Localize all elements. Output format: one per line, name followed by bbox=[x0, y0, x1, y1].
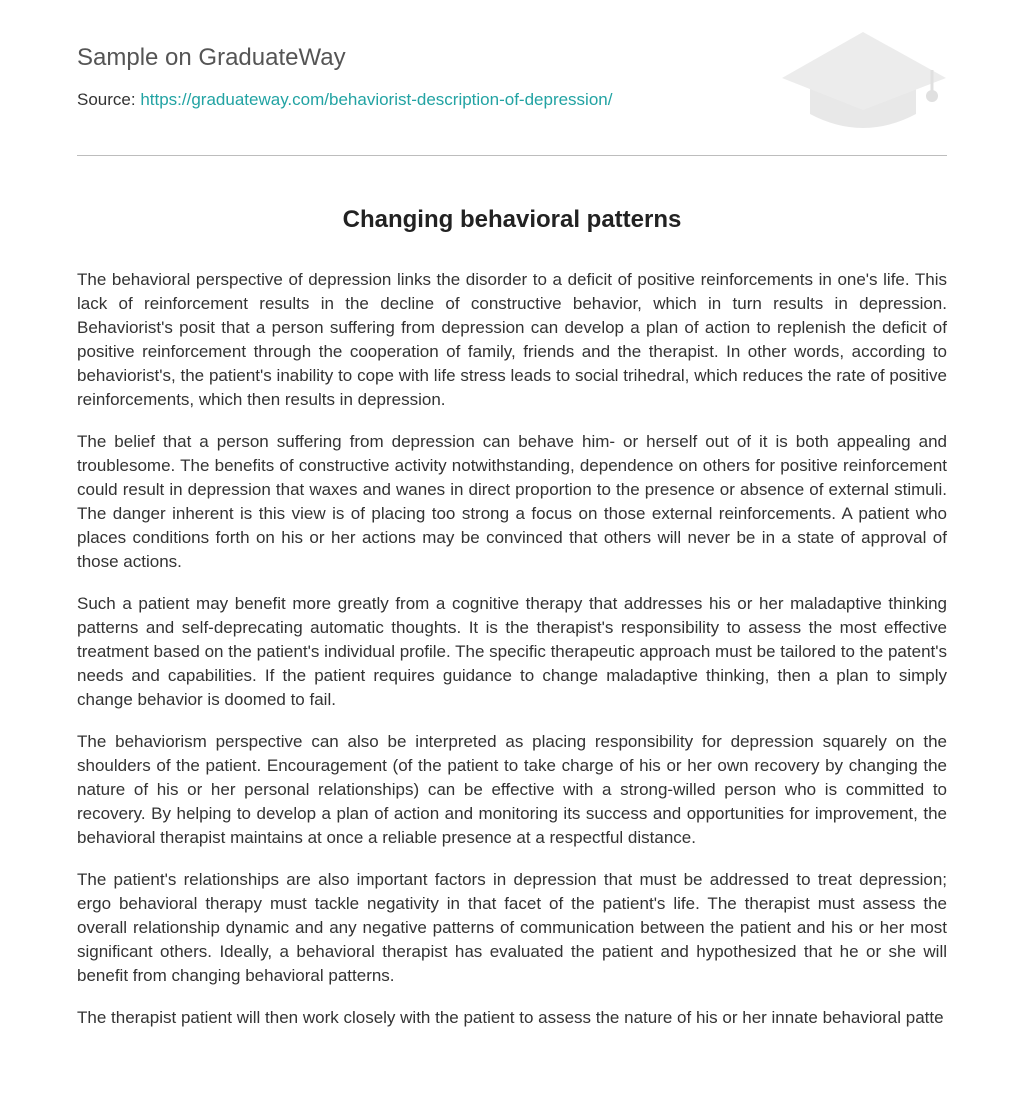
article-paragraph: Such a patient may benefit more greatly from a cognitive therapy that addresses his or her maladaptive thinking patterns and self-deprecating automatic thoughts. It is the therapist's responsibility to assess the most effective treatment based on the patient's individual profile. The specific therapeutic approach must be tailored to the patent's needs and capabilities. If the patient requires guidance to change maladaptive thinking, then a plan to simply change behavior is doomed to fail. bbox=[77, 594, 947, 709]
article-paragraph: The patient's relationships are also important factors in depression that must be addressed to treat depression; ergo behavioral therapy must tackle negativity in that facet of the patient's life. The therapist must assess the overall relationship dynamic and any negative patterns of communication between the patient and his or her most significant others. Ideally, a behavioral therapist has evaluated the patient and hypothesized that he or she will benefit from changing behavioral patterns. bbox=[77, 870, 947, 985]
article-paragraph: The behaviorism perspective can also be interpreted as placing responsibility for depression squarely on the shoulders of the patient. Encouragement (of the patient to take charge of his or her own recovery by changing the nature of his or her personal relationships) can be effective with a strong-willed person who is committed to recovery. By helping to develop a plan of action and monitoring its success and opportunities for improvement, the behavioral therapist maintains at once a reliable presence at a respectful distance. bbox=[77, 732, 947, 847]
article-paragraph: The behavioral perspective of depression links the disorder to a deficit of positive reinforcements in one's life. This lack of reinforcement results in the decline of constructive behavior, which in turn results in depression. Behaviorist's posit that a person suffering from depression can develop a plan of action to replenish the deficit of positive reinforcement through the cooperation of family, friends and the therapist. In other words, according to behaviorist's, the patient's inability to cope with life stress leads to social trihedral, which reduces the rate of positive reinforcements, which then results in depression. bbox=[77, 270, 947, 409]
source-label: Source: bbox=[77, 90, 136, 109]
source-link[interactable]: https://graduateway.com/behaviorist-description-of-depression/ bbox=[140, 90, 613, 109]
article-body bbox=[77, 268, 947, 1048]
article-paragraph: The belief that a person suffering from depression can behave him- or herself out of it is both appealing and troublesome. The benefits of constructive activity notwithstanding, dependence on others for positive reinforcement could result in depression that waxes and wanes in direct proportion to the presence or absence of external stimuli. The danger inherent is this view is of placing too strong a focus on those external reinforcements. A patient who places conditions forth on his or her actions may be convinced that others will never be in a state of approval of those actions. bbox=[77, 432, 947, 571]
header-divider bbox=[77, 155, 947, 156]
article-paragraph: The therapist patient will then work closely with the patient to assess the nature of his or her innate behavioral patte bbox=[77, 1008, 944, 1027]
article-title: Changing behavioral patterns bbox=[342, 206, 682, 233]
source-line bbox=[77, 90, 612, 110]
graduation-cap-icon bbox=[780, 30, 946, 134]
site-title: Sample on GraduateWay bbox=[77, 44, 346, 71]
page-header bbox=[77, 0, 947, 156]
